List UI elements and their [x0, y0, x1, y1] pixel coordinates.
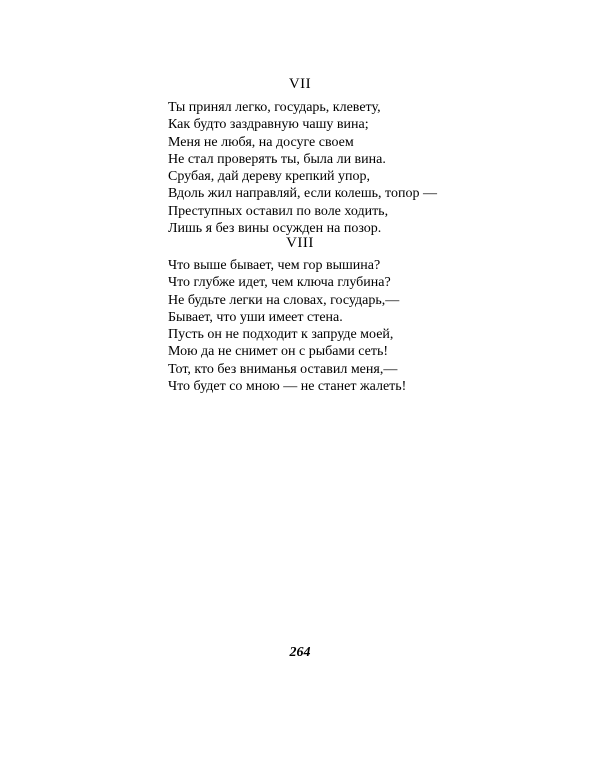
poem-line: Как будто заздравную чашу вина;	[168, 117, 369, 133]
poem-line: Лишь я без вины осужден на позор.	[168, 221, 382, 237]
page-number: 264	[289, 645, 311, 660]
poem-line: Бывает, что уши имеет стена.	[168, 309, 343, 325]
poem-line: Преступных оставил по воле ходить,	[168, 203, 389, 219]
poem-section-viii	[168, 257, 406, 395]
poem-line: Что будет со мною — не станет жалеть!	[168, 379, 407, 395]
poem-line: Мою да не снимет он с рыбами сеть!	[168, 344, 389, 360]
poem-line: Ты принял легко, государь, клевету,	[168, 100, 381, 115]
poem-line: Что глубже идет, чем ключа глубина?	[168, 275, 391, 291]
poem-line: Не стал проверять ты, была ли вина.	[168, 151, 386, 167]
section-heading-viii: VIII	[286, 235, 314, 251]
poem-line: Тот, кто без вниманья оставил меня,—	[168, 361, 398, 377]
section-heading-vii: VII	[288, 76, 312, 92]
poem-line: Не будьте легки на словах, государь,—	[168, 292, 400, 308]
poem-section-vii	[168, 99, 437, 237]
poem-line: Меня не любя, на досуге своем	[168, 134, 354, 150]
poem-line: Пусть он не подходит к запруде моей,	[168, 327, 394, 343]
poem-line: Что выше бывает, чем гор вышина?	[168, 258, 381, 273]
poem-line: Срубая, дай дереву крепкий упор,	[168, 169, 371, 185]
poem-line: Вдоль жил направляй, если колешь, топор —	[168, 186, 437, 202]
